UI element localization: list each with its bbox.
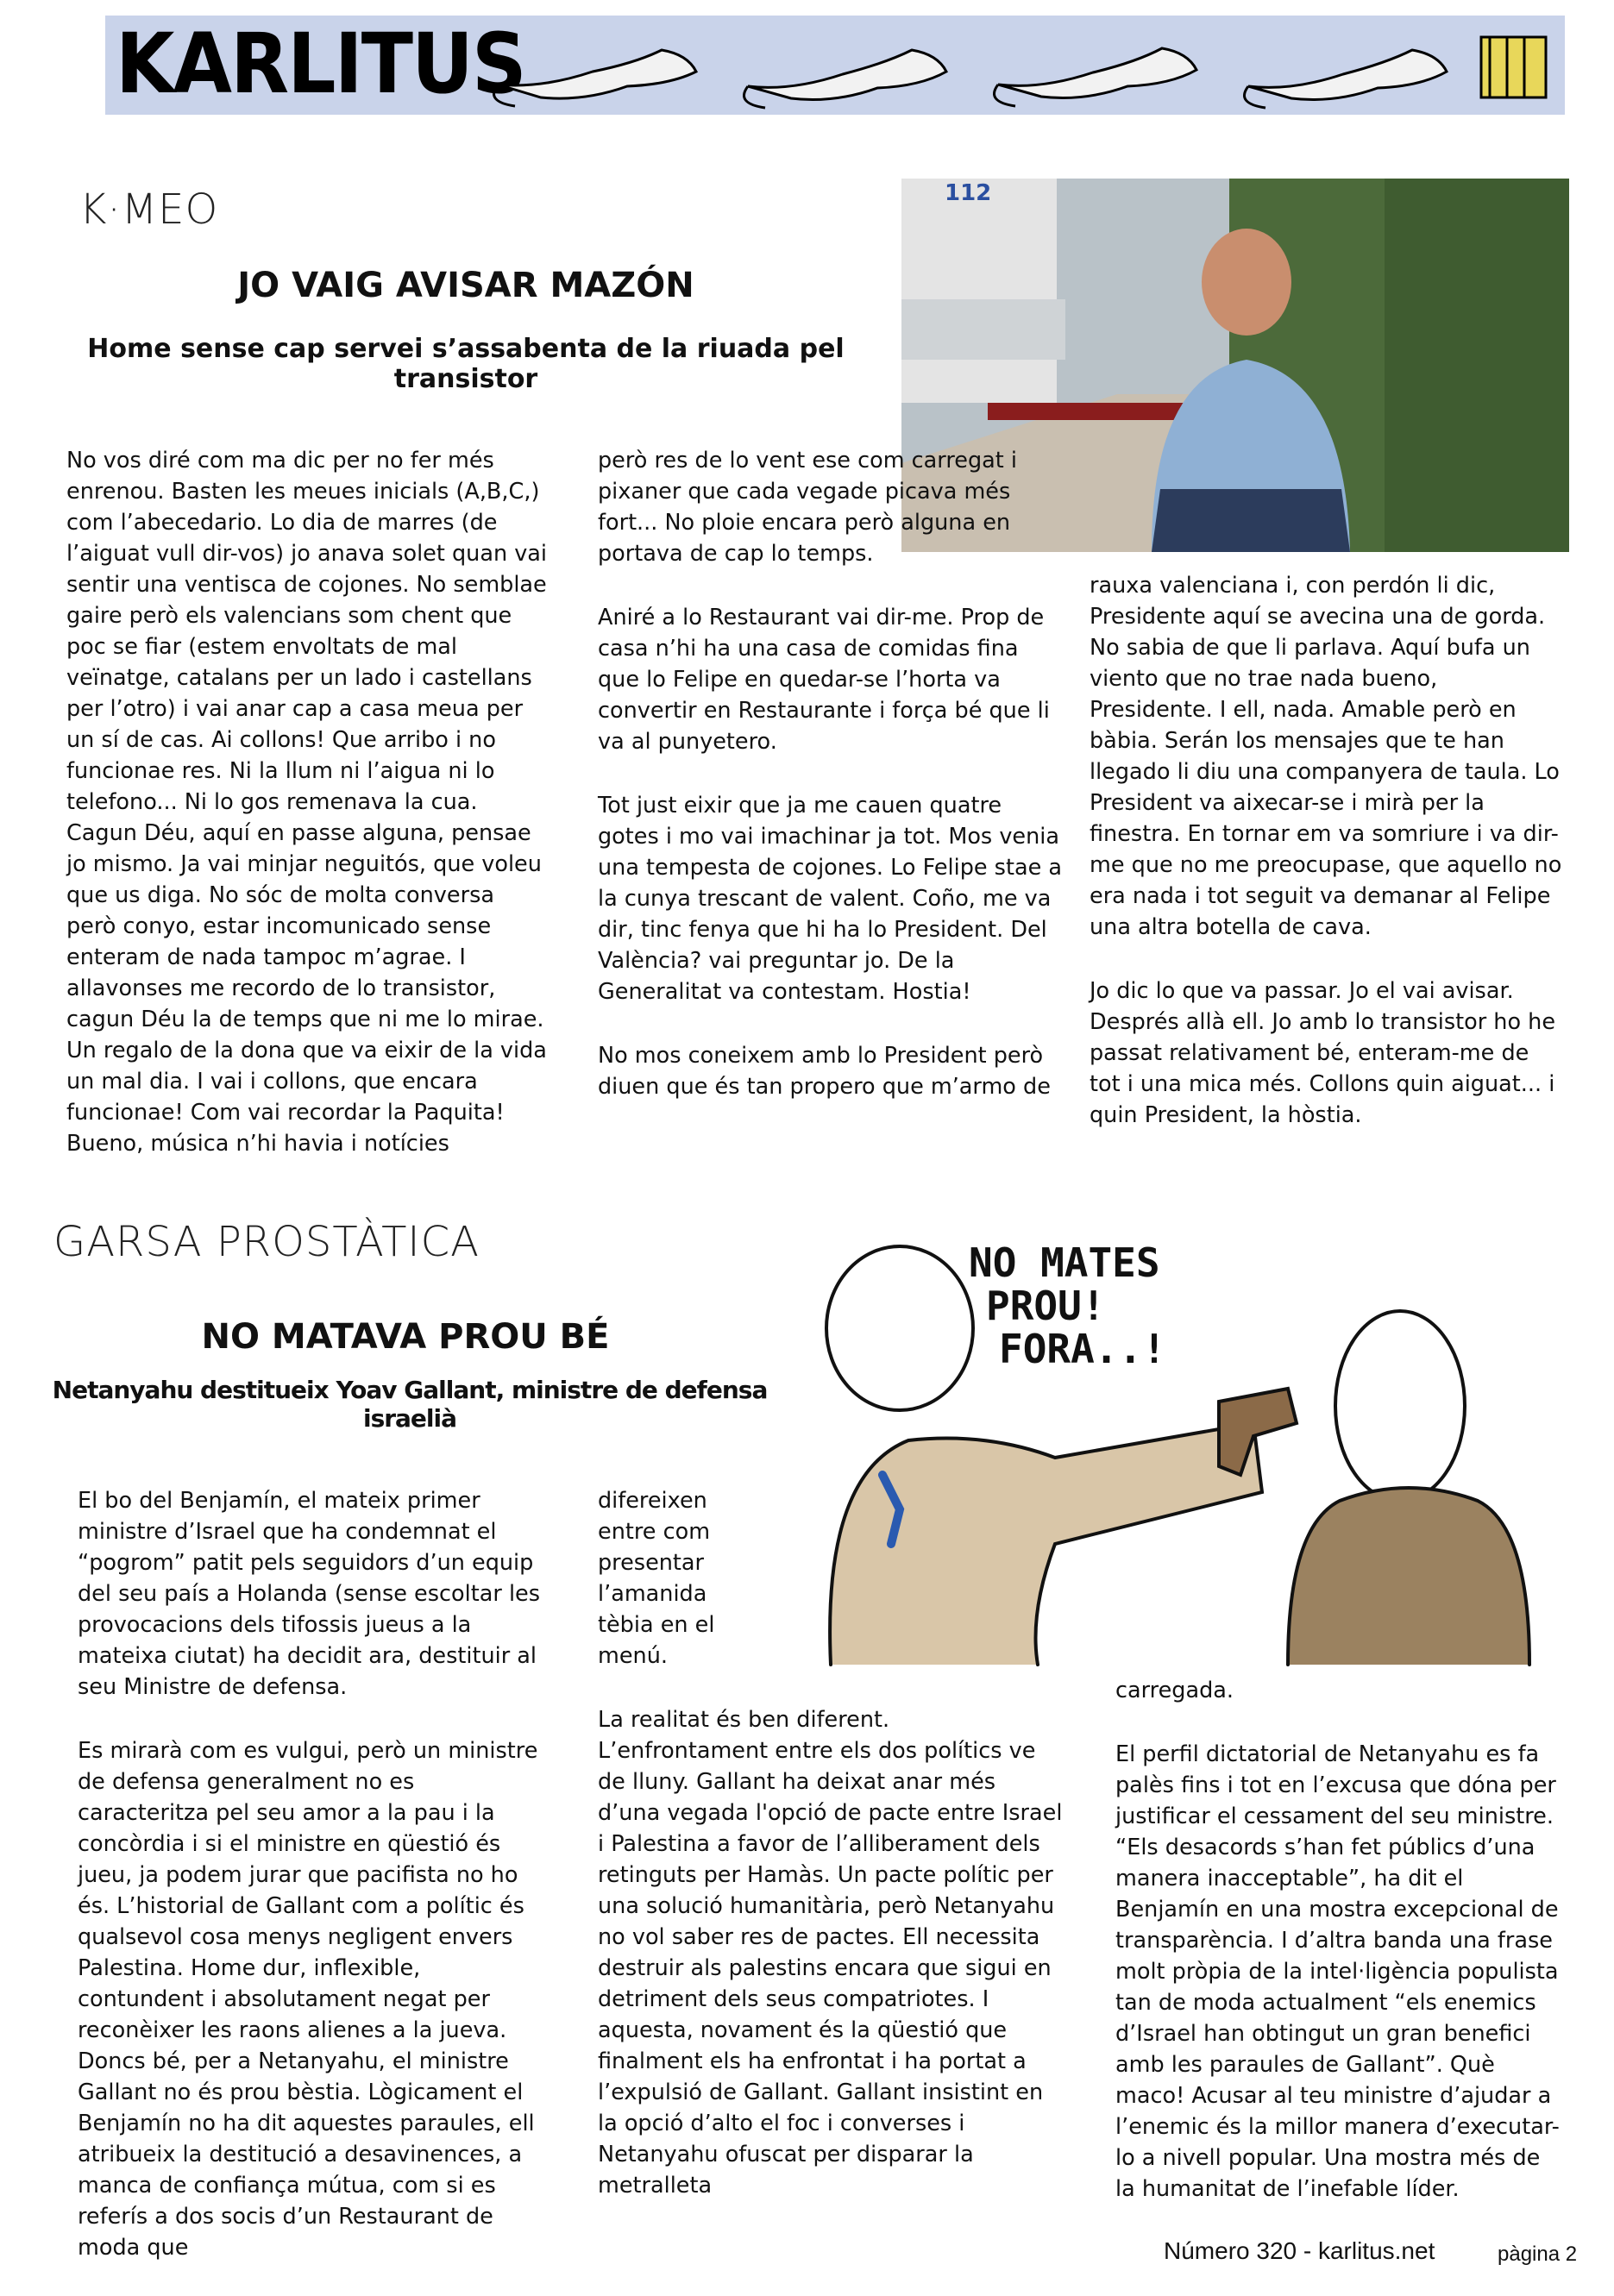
article2-headline: NO MATAVA PROU BÉ — [201, 1317, 610, 1357]
article2-col2-p2: La realitat és ben diferent. L’enfrontament entre els dos polítics ve de lluny. Gallant ha deixat anar més d’una vegada l'opció de pacte entre Israel i Palestina a favor de l’alliberament dels retinguts per Hamàs. Un pacte polític per una solució humanitària, però Netanyahu no vol saber res de pactes. Ell necessita destruir als palestins encara que sigui en detriment dels seus compatriotes. I aquesta, novament és la qüestió que finalment els ha enfrontat i ha portat a l’expulsió de Gallant. Gallant insistint en la opció d’alto el foc i converses i Netanyahu ofuscat per disparar la metralleta — [598, 1707, 1063, 2199]
article2-column1 — [78, 1485, 543, 2296]
article1-column3 — [1090, 570, 1564, 1164]
article2-col2-p1: difereixen entre com presentar l’amanida tèbia en el menú. — [598, 1488, 715, 1669]
article2-column3 — [1115, 1675, 1564, 2237]
article1-col2-p3: Tot just eixir que ja me cauen quatre gotes i mo vai imachinar ja tot. Mos venia una tempesta de cojones. Lo Felipe stae a la cunya trescant de valent. Coño, me va dir, tinc fenya que hi ha lo President. Del València? vai preguntar jo. De la Generalitat va contestam. Hostia! — [598, 793, 1063, 1005]
photo-sign-112: 112 — [945, 180, 992, 206]
article2-column2 — [598, 1485, 1064, 2234]
article1-subhead: Home sense cap servei s’assabenta de la riuada pel transistor — [87, 334, 845, 394]
article1-column2 — [598, 445, 1064, 1135]
article2-col3-p2: El perfil dictatorial de Netanyahu es fa palès fins i tot en l’excusa que dóna per justificar el cessament del seu ministre. “Els desacords s’han fet públics d’una manera inacceptable”, ha dit el Benjamín en una mostra excepcional de transparència. I d’altra banda una frase molt pròpia de la intel·ligència populista tan de moda actualment “els enemics d’Israel han obtingut un gran benefici amb les paraules de Gallant”. Què maco! Acusar al teu ministre d’ajudar a l’enemic és la millor manera d’executar-lo a nivell popular. Una mostra més de la humanitat de l’inefable líder. — [1115, 1741, 1560, 2202]
article1-col2-p2: Aniré a lo Restaurant vai dir-me. Prop de casa n’hi ha una casa de comidas fina que lo Felipe en quedar-se l’horta va convertir en Restaurante i força bé que li va al punyetero. — [598, 605, 1050, 755]
article1-col1-p1: No vos diré com ma dic per no fer més enrenou. Basten les meues inicials (A,B,C,) com l’abecedario. Lo dia de marres (de l’aiguat vull dir-vos) jo anava solet quan vai sentir una ventisca de cojones. No semblae gaire però els valencians som chent que poc se fiar (estem envoltats de mal veïnatge, catalans per un lado i castellans per l’otro) i vai anar cap a casa meua per un sí de cas. Ai collons! Que arribo i no funcionae res. Ni la llum ni l’aigua ni lo telefono... Ni lo gos remenava la cua. Cagun Déu, aquí en passe alguna, pensae jo mismo. Ja vai minjar neguitós, que voleu que us diga. No sóc de molta conversa però conyo, estar incomunicado sense enteram de nada tampoc m’agrae. I allavonses me recordo de lo transistor, cagun Déu la de temps que ni me lo mirae. Un regalo de la dona que va eixir de la vida un mal dia. I vai i collons, que encara funcionae! Com vai recordar la Paquita! Bueno, música n’hi havia i notícies — [66, 448, 548, 1157]
footer-issue: Número 320 - karlitus.net — [1164, 2237, 1435, 2264]
article2-col3-p1: carregada. — [1115, 1678, 1234, 1703]
article1-headline: JO VAIG AVISAR MAZÓN — [237, 266, 694, 305]
rats-illustration — [489, 24, 1559, 110]
article2-col1-p1: El bo del Benjamín, el mateix primer ministre d’Israel que ha condemnat el “pogrom” patit pels seguidors d’un equip del seu país a Holanda (sense escoltar les provocacions dels tifossis jueus a la mateixa ciutat) ha decidit ara, destituir al seu Ministre de defensa. — [78, 1488, 541, 1700]
article2-col1-p2: Es mirarà com es vulgui, però un ministre de defensa generalment no es caracteritza pel seu amor a la pau i la concòrdia i si el ministre en qüestió és jueu, ja podem jurar que pacifista no ho és. L’historial de Gallant com a polític és qualsevol cosa menys negligent envers Palestina. Home dur, inflexible, contundent i absolutament negat per reconèixer les raons alienes a la jueva. Doncs bé, per a Netanyahu, el ministre Gallant no és prou bèstia. Lògicament el Benjamín no ha dit aquestes paraules, ell atribueix la destitució a desavinences, a manca de confiança mútua, com si es referís a dos socis d’un Restaurant de moda que — [78, 1738, 538, 2261]
footer-page-number: pàgina 2 — [1498, 2243, 1578, 2266]
article1-col3-p2: Jo dic lo que va passar. Jo el vai avisar. Després allà ell. Jo amb lo transistor ho he passat relativament bé, enteram-me de tot i una mica més. Collons quin aiguat... i quin President, la hòstia. — [1090, 978, 1556, 1128]
article2-subhead: Netanyahu destitueix Yoav Gallant, ministre de defensa israelià — [52, 1376, 768, 1433]
speech-line-2: PROU! — [986, 1283, 1106, 1329]
article1-col2-p1: però res de lo vent ese com carregat i pixaner que cada vegade picava més fort... No ploie encara però alguna en portava de cap lo temps. — [598, 448, 1017, 567]
masthead-banner — [105, 16, 1565, 115]
section-title-kmeo: K·MEO — [79, 185, 219, 234]
article1-column1 — [66, 445, 550, 1192]
speech-line-1: NO MATES — [969, 1239, 1160, 1286]
speech-line-3: FORA..! — [999, 1326, 1166, 1372]
masthead-title: KARLITUS — [116, 16, 525, 112]
article1-col2-p4: No mos coneixem amb lo President però diuen que és tan propero que m’armo de — [598, 1043, 1051, 1100]
article1-col3-p1: rauxa valenciana i, con perdón li dic, Presidente aquí se avecina una de gorda. No sabia de que li parlava. Aquí bufa un viento que no trae nada bueno, Presidente. I ell, nada. Amable però en bàbia. Serán los mensajes que te han llegado li diu una companyera de taula. Lo President va aixecar-se i mirà per la finestra. En tornar em va somriure i va dir-me que no me preocupase, que aquello no era nada i tot seguit va demanar al Felipe una altra botella de cava. — [1090, 573, 1562, 940]
section-title-garsa: GARSA PROSTÀTICA — [53, 1218, 480, 1266]
